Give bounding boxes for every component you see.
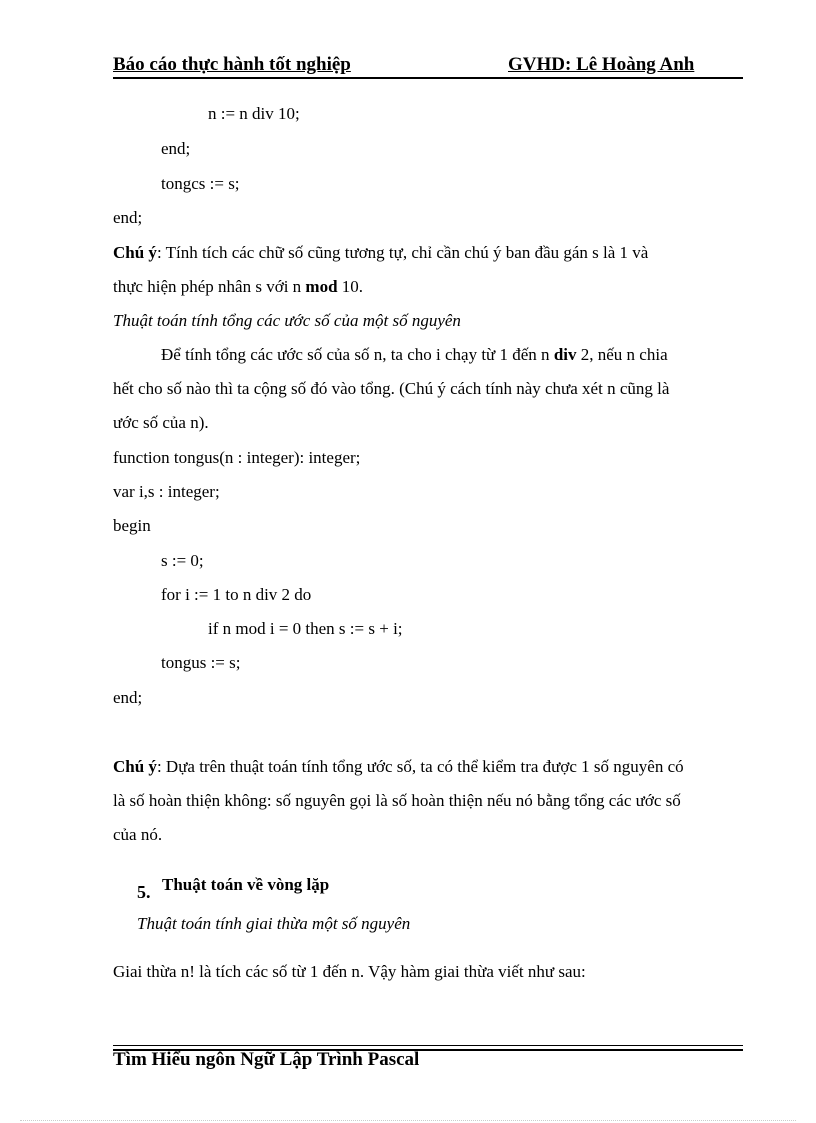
note-text: thực hiện phép nhân s với n bbox=[113, 277, 306, 296]
note-text: 10. bbox=[337, 277, 364, 296]
code-line: begin bbox=[113, 516, 151, 535]
body-paragraph: Giai thừa n! là tích các số từ 1 đến n. Vậy hàm giai thừa viết như sau: bbox=[113, 962, 586, 981]
section-number: 5. bbox=[137, 882, 151, 902]
note-paragraph bbox=[113, 757, 684, 777]
note-paragraph-cont bbox=[113, 277, 363, 297]
code-line: end; bbox=[161, 139, 191, 158]
body-paragraph-cont: hết cho số nào thì ta cộng số đó vào tổng. (Chú ý cách tính này chưa xét n cũng là bbox=[113, 379, 670, 398]
footer-rule bbox=[113, 1045, 743, 1046]
code-line: end; bbox=[113, 208, 143, 227]
code-line: var i,s : integer; bbox=[113, 482, 220, 501]
page-footer: Tìm Hiểu ngôn Ngữ Lập Trình Pascal bbox=[113, 1049, 420, 1070]
body-text: Để tính tổng các ước số của số n, ta cho i chạy từ 1 đến n bbox=[161, 345, 554, 364]
body-text: 2, nếu n chia bbox=[576, 345, 668, 364]
subheading: Thuật toán tính tổng các ước số của một số nguyên bbox=[113, 311, 461, 330]
note-text: : Dựa trên thuật toán tính tổng ước số, ta có thể kiểm tra được 1 số nguyên có bbox=[156, 757, 684, 776]
note-paragraph-cont: là số hoàn thiện không: số nguyên gọi là số hoàn thiện nếu nó bằng tổng các ước số bbox=[113, 791, 681, 810]
body-paragraph bbox=[161, 345, 668, 365]
header-title: Báo cáo thực hành tốt nghiệp bbox=[113, 54, 351, 75]
header-supervisor: GVHD: Lê Hoàng Anh bbox=[508, 54, 695, 75]
note-text: : Tính tích các chữ số cũng tương tự, chỉ cần chú ý ban đầu gán s là 1 và bbox=[156, 243, 649, 262]
code-line: function tongus(n : integer): integer; bbox=[113, 448, 361, 467]
code-line: end; bbox=[113, 688, 143, 707]
note-paragraph bbox=[113, 243, 648, 263]
body-paragraph-cont: ước số của n). bbox=[113, 413, 209, 432]
note-label: Chú ý bbox=[113, 243, 157, 262]
code-line: s := 0; bbox=[161, 551, 204, 570]
note-label: Chú ý bbox=[113, 757, 157, 776]
keyword-div: div bbox=[553, 345, 577, 364]
keyword-mod: mod bbox=[305, 277, 338, 296]
page-bottom-border bbox=[20, 1120, 796, 1121]
subheading: Thuật toán tính giai thừa một số nguyên bbox=[137, 914, 411, 933]
code-line: n := n div 10; bbox=[208, 104, 300, 123]
section-title: Thuật toán về vòng lặp bbox=[162, 875, 330, 894]
code-line: for i := 1 to n div 2 do bbox=[161, 585, 312, 604]
code-line: tongcs := s; bbox=[161, 174, 240, 193]
code-line: tongus := s; bbox=[161, 653, 241, 672]
header-rule bbox=[113, 77, 743, 79]
note-paragraph-cont: của nó. bbox=[113, 825, 163, 844]
code-line: if n mod i = 0 then s := s + i; bbox=[208, 619, 403, 638]
